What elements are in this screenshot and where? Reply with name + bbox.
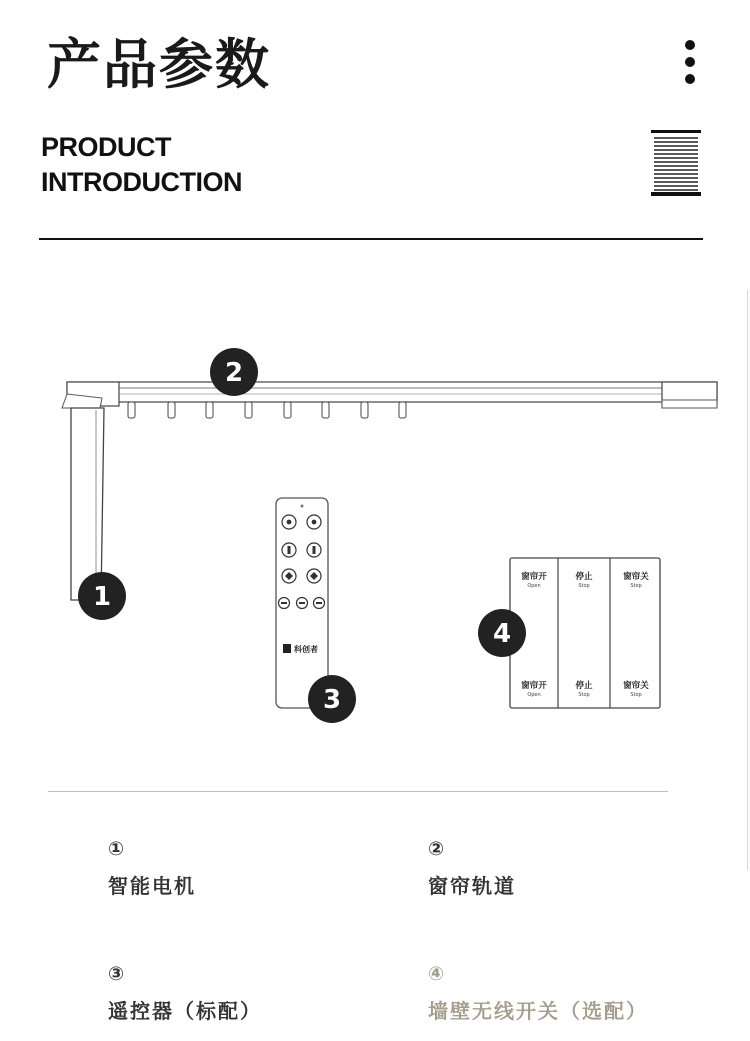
switch-open-en-top: Open	[527, 583, 541, 589]
feature-name: 遥控器（标配）	[108, 999, 262, 1023]
badge-2-number: 2	[224, 358, 244, 388]
switch-stop-label-top: 停止	[575, 572, 593, 582]
switch-stop-label-bottom: 停止	[575, 681, 593, 691]
feature-curtain-rail	[428, 837, 516, 899]
badge-4-number: 4	[492, 619, 512, 649]
subtitle-line-2: INTRODUCTION	[41, 167, 242, 197]
product-diagram	[0, 270, 750, 790]
window-blinds-icon	[651, 130, 701, 196]
section-divider	[48, 791, 668, 792]
switch-stop-en-bottom: Stop	[578, 692, 590, 698]
badge-1-number: 1	[92, 582, 112, 612]
remote-brand-label: 科创者	[294, 645, 318, 654]
badge-4	[478, 609, 526, 657]
switch-close-en-bottom: Stop	[630, 692, 642, 698]
feature-name: 窗帘轨道	[428, 874, 516, 898]
feature-name: 墙壁无线开关（选配）	[428, 999, 648, 1023]
switch-stop-en-top: Stop	[578, 583, 590, 589]
curtain-hooks	[128, 402, 406, 418]
switch-close-label-top: 窗帘关	[623, 572, 649, 582]
switch-open-label-bottom: 窗帘开	[521, 681, 547, 691]
badge-1	[78, 572, 126, 620]
page-subtitle	[41, 130, 242, 200]
feature-number: ②	[428, 838, 445, 860]
badge-2	[210, 348, 258, 396]
remote-control	[276, 498, 328, 708]
switch-close-en-top: Stop	[630, 583, 642, 589]
switch-open-en-bottom: Open	[527, 692, 541, 698]
smart-motor	[71, 408, 104, 600]
page-title: 产品参数	[47, 33, 271, 96]
switch-close-label-bottom: 窗帘关	[623, 681, 649, 691]
feature-number: ④	[428, 963, 445, 985]
feature-name: 智能电机	[108, 874, 196, 898]
feature-smart-motor	[108, 837, 196, 899]
subtitle-line-1: PRODUCT	[41, 132, 171, 162]
feature-wall-switch	[428, 962, 648, 1024]
feature-number: ①	[108, 838, 125, 860]
feature-number: ③	[108, 963, 125, 985]
curtain-rail	[62, 382, 717, 408]
badge-3-number: 3	[322, 685, 342, 715]
more-menu-icon[interactable]	[680, 40, 700, 94]
header-divider	[39, 238, 703, 240]
edge-divider	[747, 290, 748, 870]
feature-remote-control	[108, 962, 262, 1024]
wall-switch	[510, 558, 660, 708]
switch-open-label-top: 窗帘开	[521, 572, 547, 582]
badge-3	[308, 675, 356, 723]
